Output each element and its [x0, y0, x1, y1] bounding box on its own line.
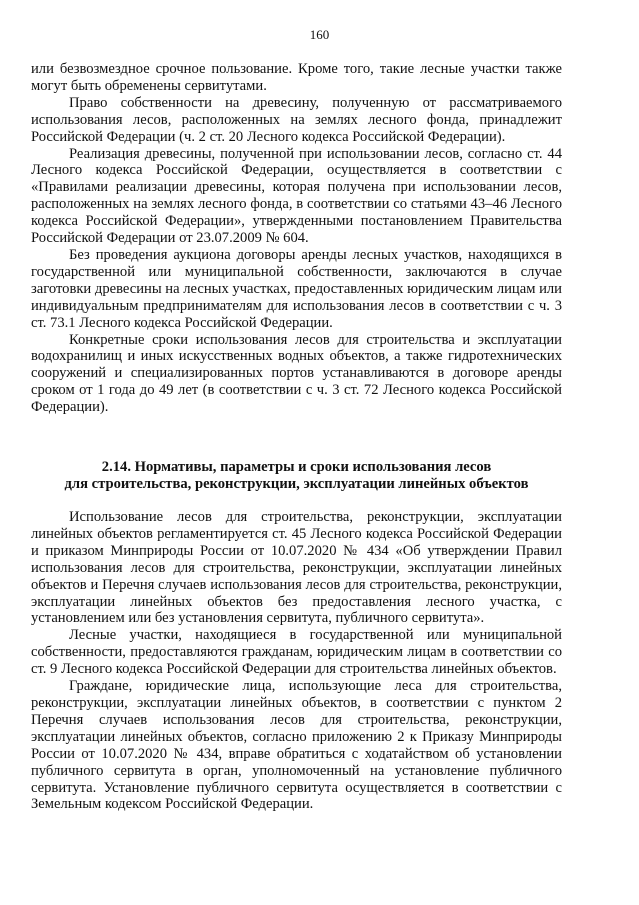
paragraph-lease-terms: Конкретные сроки использования лесов для строительства и эксплуатации водохранилищ и иных искусственных водных объектов, а также гидротехнических сооружений и специализированных портов устанавливаются в договоре аренды сроком от 1 года до 49 лет (в соответствии с ч. 3 ст. 72 Лесного кодекса Российской Федерации).: [31, 331, 562, 416]
paragraph-lease-without-auction: Без проведения аукциона договоры аренды лесных участков, находящихся в государственной или муниципальной собственности, заключаются в случае заготовки древесины на лесных участках, предоставленных юридическим лицам или индивидуальным предпринимателям для использования лесов в соответствии с ч. 3 ст. 73.1 Лесного кодекса Российской Федерации.: [31, 246, 562, 331]
paragraph-wood-sale: Реализация древесины, полученной при использовании лесов, согласно ст. 44 Лесного кодекса Российской Федерации, осуществляется в соответствии с «Правилами реализации древесины, которая получена при использовании лесов, расположенных на землях лесного фонда, в соответствии со статьями 43–46 Лесного кодекса Российской Федерации», утвержденными постановлением Правительства Российской Федерации от 23.07.2009 № 604.: [31, 145, 562, 247]
paragraph-land-provision: Лесные участки, находящиеся в государственной или муниципальной собственности, предоставляются гражданам, юридическим лицам в соответствии со ст. 9 Лесного кодекса Российской Федерации для строительства линейных объектов.: [31, 627, 562, 678]
paragraph-continued: или безвозмездное срочное пользование. Кроме того, такие лесные участки также могут быть обременены сервитутами.: [31, 61, 562, 94]
section-heading-line-1: 2.14. Нормативы, параметры и сроки использования лесов: [101, 459, 492, 475]
page-number: 160: [309, 27, 330, 42]
paragraph-wood-ownership: Право собственности на древесину, полученную от рассматриваемого использования лесов, расположенных на землях лесного фонда, принадлежит Российской Федерации (ч. 2 ст. 20 Лесного кодекса Российской Федерации).: [31, 94, 562, 145]
section-heading: [31, 459, 562, 493]
text-block-section-2-14: [31, 509, 562, 813]
paragraph-regulation: Использование лесов для строительства, реконструкции, эксплуатации линейных объектов регламентируется ст. 45 Лесного кодекса Российской Федерации и приказом Минприроды России от 10.07.2020 № 434 «Об утверждении Правил использования лесов для строительства, реконструкции, эксплуатации линейных объектов и Перечня случаев использования лесов для строительства, реконструкции, эксплуатации линейных объектов без предоставления лесного участка, с установлением или без установления сервитута, публичного сервитута».: [31, 509, 562, 627]
paragraph-public-easement: Граждане, юридические лица, использующие леса для строительства, реконструкции, эксплуатации линейных объектов, в соответствии с пунктом 2 Перечня случаев использования лесов для строительства, реконструкции, эксплуатации линейных объектов, согласно приложению 2 к Приказу Минприроды России от 10.07.2020 № 434, вправе обратиться с ходатайством об установлении публичного сервитута в орган, уполномоченный на установление публичного сервитута. Установление публичного сервитута осуществляется в соответствии с Земельным кодексом Российской Федерации.: [31, 678, 562, 813]
text-block-section-intro: [31, 61, 562, 416]
section-heading-line-2: для строительства, реконструкции, эксплуатации линейных объектов: [64, 476, 529, 492]
